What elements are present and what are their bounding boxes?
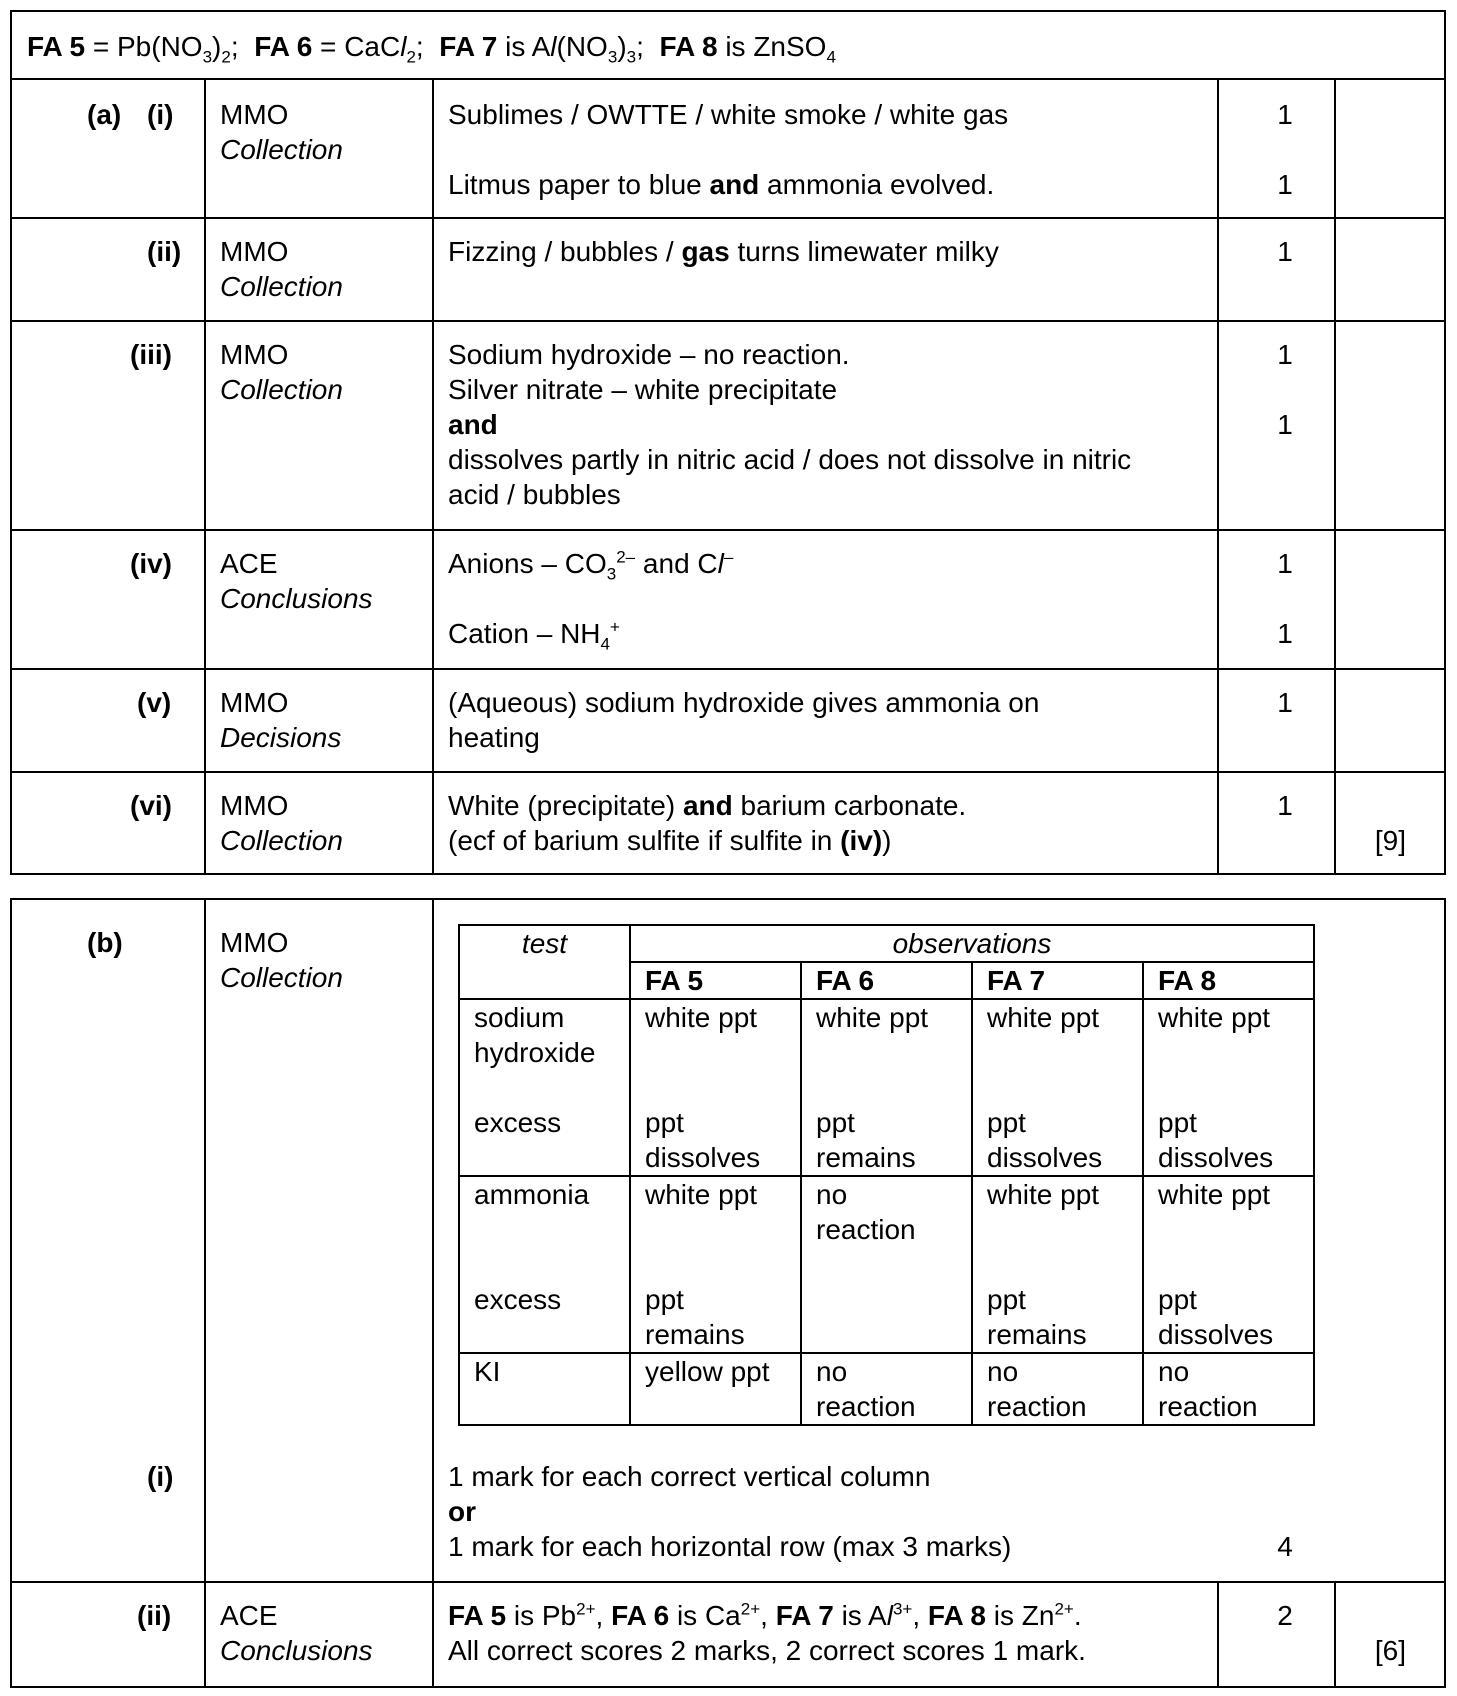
question-number: (iv): [130, 548, 172, 579]
text: ppt: [1158, 1107, 1197, 1138]
column-header: FA 6: [801, 962, 972, 999]
bold-text: gas: [681, 236, 730, 267]
mark: 1: [1277, 99, 1293, 130]
total-marks: [6]: [1374, 1635, 1406, 1666]
answer-line: [448, 167, 1208, 202]
bold-text: FA 5: [448, 1600, 507, 1631]
paren: ): [212, 31, 222, 62]
skill-code: MMO: [220, 99, 289, 130]
text: White (precipitate): [448, 790, 683, 821]
skill-label: [220, 685, 341, 755]
obs-cell: [972, 999, 1143, 1176]
obs-cell: [1143, 999, 1314, 1176]
text: yellow ppt: [645, 1356, 770, 1387]
question-number: (ii): [137, 1600, 172, 1631]
skill-sub: Decisions: [220, 722, 342, 753]
text: white ppt: [987, 1179, 1100, 1210]
answer-line: heating: [448, 722, 540, 753]
divider: [204, 900, 206, 1686]
text: and C: [635, 548, 718, 579]
fa5-label: FA 5: [27, 31, 86, 62]
text: ,: [912, 1600, 928, 1631]
text: is Ca: [669, 1600, 741, 1631]
column-header: FA 7: [972, 962, 1143, 999]
obs-cell: [630, 999, 801, 1176]
test-header: test: [459, 925, 630, 999]
superscript: +: [609, 617, 620, 637]
answer-line: (Aqueous) sodium hydroxide gives ammonia on: [448, 687, 1040, 718]
row-a-v: [12, 668, 1444, 771]
question-number: (i): [147, 99, 174, 130]
skill-sub: Collection: [220, 271, 343, 302]
divider: [1334, 1581, 1336, 1686]
text: hydroxide: [474, 1037, 596, 1068]
text: ,: [595, 1600, 604, 1631]
subscript: 3: [626, 47, 637, 67]
obs-cell: [1143, 1353, 1314, 1425]
superscript: 2+: [1054, 1599, 1074, 1619]
total-marks: [9]: [1374, 825, 1406, 856]
subscript: 4: [826, 47, 836, 67]
text: reaction: [987, 1391, 1087, 1422]
part-b-table: [10, 898, 1446, 1688]
text: sodium: [474, 1002, 565, 1033]
header-formulas: [27, 29, 836, 67]
mark: 1: [1277, 169, 1293, 200]
answer-line: and: [448, 409, 498, 440]
question-number: (iii): [130, 339, 172, 370]
skill-label: [220, 1598, 373, 1668]
observations-header: observations: [630, 925, 1314, 962]
mark: 1: [1277, 236, 1293, 267]
superscript: –: [723, 547, 734, 567]
divider: [432, 900, 434, 1686]
test-cell: [459, 1353, 630, 1425]
fa8-label: FA 8: [659, 31, 718, 62]
question-number: (ii): [147, 236, 182, 267]
fa7-formula-rest: (NO: [556, 31, 608, 62]
subscript: 3: [607, 47, 618, 67]
answer-text: [448, 788, 1208, 858]
skill-label: [220, 925, 343, 995]
obs-cell: [972, 1176, 1143, 1353]
italic-l: l: [886, 1600, 893, 1631]
mark: 4: [1277, 1531, 1293, 1562]
skill-label: [220, 546, 373, 616]
skill-code: MMO: [220, 790, 289, 821]
text: ppt: [645, 1107, 684, 1138]
question-number: (v): [137, 687, 172, 718]
answer-text: [448, 1459, 1208, 1564]
text: ammonia: [474, 1179, 590, 1210]
mark: 1: [1277, 687, 1293, 718]
answer-line: [448, 1598, 1228, 1633]
bold-text: and: [709, 169, 760, 200]
text: white ppt: [645, 1179, 758, 1210]
skill-sub: Collection: [220, 962, 343, 993]
part-a-table: [10, 78, 1446, 875]
row-a-iii: [12, 320, 1444, 529]
answer-line: [448, 788, 1208, 823]
skill-label: [220, 788, 343, 858]
text: .: [1073, 1600, 1082, 1631]
text: ammonia evolved.: [759, 169, 995, 200]
text: barium carbonate.: [732, 790, 967, 821]
answer-line: dissolves partly in nitric acid / does not dissolve in nitric: [448, 444, 1132, 475]
answer-text: [448, 97, 1208, 202]
text: white ppt: [1158, 1002, 1271, 1033]
fa6-formula: = CaC: [312, 31, 401, 62]
question-number: (vi): [130, 790, 172, 821]
fa8-formula: is ZnSO: [717, 31, 827, 62]
text: reaction: [816, 1391, 916, 1422]
mark: 1: [1277, 548, 1293, 579]
fa7-formula: is A: [497, 31, 551, 62]
superscript: 3+: [892, 1599, 913, 1619]
column-header: FA 8: [1143, 962, 1314, 999]
skill-sub: Collection: [220, 825, 343, 856]
row-a-vi: [12, 771, 1444, 875]
subscript: 3: [606, 564, 617, 584]
obs-cell: [801, 1353, 972, 1425]
mark: 1: [1277, 339, 1293, 370]
answer-line: 1 mark for each horizontal row (max 3 marks): [448, 1531, 1012, 1562]
text: dissolves: [645, 1142, 761, 1173]
text: excess: [474, 1107, 562, 1138]
text: remains: [816, 1142, 916, 1173]
table-row: [459, 999, 1314, 1176]
bold-text: FA 7: [775, 1600, 834, 1631]
answer-line: [448, 823, 1208, 858]
answer-text: [448, 546, 1208, 654]
subscript: 2: [406, 47, 416, 67]
text: ppt: [645, 1284, 684, 1315]
part-a-label: (a): [87, 99, 122, 130]
part-b-label: (b): [87, 927, 123, 958]
answer-line: or: [448, 1496, 476, 1527]
text: no: [816, 1356, 848, 1387]
text: Anions – CO: [448, 548, 607, 579]
paren: ): [617, 31, 627, 62]
answer-line: [448, 546, 1208, 584]
answer-text: [448, 685, 1208, 755]
row-a-i: [12, 80, 1444, 217]
mark: 1: [1277, 618, 1293, 649]
bold-text: FA 8: [927, 1600, 986, 1631]
separator: ;: [415, 31, 440, 62]
text: excess: [474, 1284, 562, 1315]
skill-sub: Conclusions: [220, 1635, 373, 1666]
subscript: 4: [600, 634, 610, 654]
text: ): [882, 825, 892, 856]
skill-code: MMO: [220, 927, 289, 958]
bold-text: FA 6: [603, 1600, 670, 1631]
answer-line: Silver nitrate – white precipitate: [448, 374, 838, 405]
text: remains: [645, 1319, 745, 1350]
skill-label: [220, 337, 343, 407]
text: ppt: [987, 1107, 1026, 1138]
fa6-label: FA 6: [254, 31, 313, 62]
test-cell: [459, 999, 630, 1176]
text: dissolves: [1158, 1319, 1274, 1350]
text: dissolves: [1158, 1142, 1274, 1173]
italic-l: l: [717, 548, 724, 579]
text: ppt: [816, 1107, 855, 1138]
answer-line: Sublimes / OWTTE / white smoke / white gas: [448, 99, 1009, 130]
text: (ecf of barium sulfite if sulfite in: [448, 825, 841, 856]
subscript: 3: [202, 47, 213, 67]
superscript: 2+: [576, 1599, 596, 1619]
italic-l: l: [550, 31, 557, 62]
skill-label: [220, 97, 343, 167]
answer-line: Sodium hydroxide – no reaction.: [448, 339, 850, 370]
text: ,: [760, 1600, 776, 1631]
text: ppt: [987, 1284, 1026, 1315]
obs-cell: [801, 999, 972, 1176]
divider: [12, 1581, 1444, 1583]
skill-code: ACE: [220, 548, 278, 579]
obs-cell: [630, 1353, 801, 1425]
text: Cation – NH: [448, 618, 601, 649]
text: reaction: [816, 1214, 916, 1245]
text: Fizzing / bubbles /: [448, 236, 682, 267]
answer-line: All correct scores 2 marks, 2 correct scores 1 mark.: [448, 1635, 1086, 1666]
text: remains: [987, 1319, 1087, 1350]
skill-sub: Collection: [220, 374, 343, 405]
text: KI: [474, 1356, 501, 1387]
skill-sub: Conclusions: [220, 583, 373, 614]
obs-cell: [630, 1176, 801, 1353]
separator: ;: [636, 31, 660, 62]
bold-text: and: [682, 790, 733, 821]
text: reaction: [1158, 1391, 1258, 1422]
table-row: [459, 1353, 1314, 1425]
superscript: 2–: [616, 547, 636, 567]
skill-code: MMO: [220, 236, 289, 267]
text: Litmus paper to blue: [448, 169, 710, 200]
text: no: [987, 1356, 1019, 1387]
row-a-ii: [12, 217, 1444, 320]
text: white ppt: [645, 1002, 758, 1033]
skill-code: MMO: [220, 687, 289, 718]
text: ppt: [1158, 1284, 1197, 1315]
subscript: 2: [221, 47, 231, 67]
mark: 2: [1277, 1600, 1293, 1631]
obs-cell: [972, 1353, 1143, 1425]
obs-cell: [1143, 1176, 1314, 1353]
header-row: [10, 10, 1446, 80]
text: is A: [833, 1600, 887, 1631]
question-number: (i): [147, 1461, 174, 1492]
text: is Pb: [506, 1600, 577, 1631]
skill-code: ACE: [220, 1600, 278, 1631]
answer-line: [448, 234, 1208, 269]
fa7-label: FA 7: [439, 31, 498, 62]
separator: ;: [230, 31, 255, 62]
text: white ppt: [987, 1002, 1100, 1033]
italic-l: l: [400, 31, 407, 62]
text: dissolves: [987, 1142, 1103, 1173]
observations-table: [458, 924, 1315, 1426]
fa5-formula: = Pb(NO: [85, 31, 203, 62]
answer-text: [448, 337, 1208, 512]
test-cell: [459, 1176, 630, 1353]
skill-sub: Collection: [220, 134, 343, 165]
mark: 1: [1277, 790, 1293, 821]
superscript: 2+: [740, 1599, 761, 1619]
text: no: [816, 1179, 848, 1210]
answer-line: [448, 616, 1208, 654]
table-row: [459, 1176, 1314, 1353]
skill-code: MMO: [220, 339, 289, 370]
text: no: [1158, 1356, 1190, 1387]
bold-text: (iv): [840, 825, 883, 856]
text: white ppt: [816, 1002, 929, 1033]
mark: 1: [1277, 409, 1293, 440]
column-header: FA 5: [630, 962, 801, 999]
answer-line: 1 mark for each correct vertical column: [448, 1461, 931, 1492]
text: is Zn: [986, 1600, 1055, 1631]
obs-cell: [801, 1176, 972, 1353]
answer-text: [448, 1598, 1228, 1668]
answer-line: acid / bubbles: [448, 479, 621, 510]
skill-label: [220, 234, 343, 304]
text: turns limewater milky: [729, 236, 999, 267]
row-a-iv: [12, 529, 1444, 668]
text: white ppt: [1158, 1179, 1271, 1210]
